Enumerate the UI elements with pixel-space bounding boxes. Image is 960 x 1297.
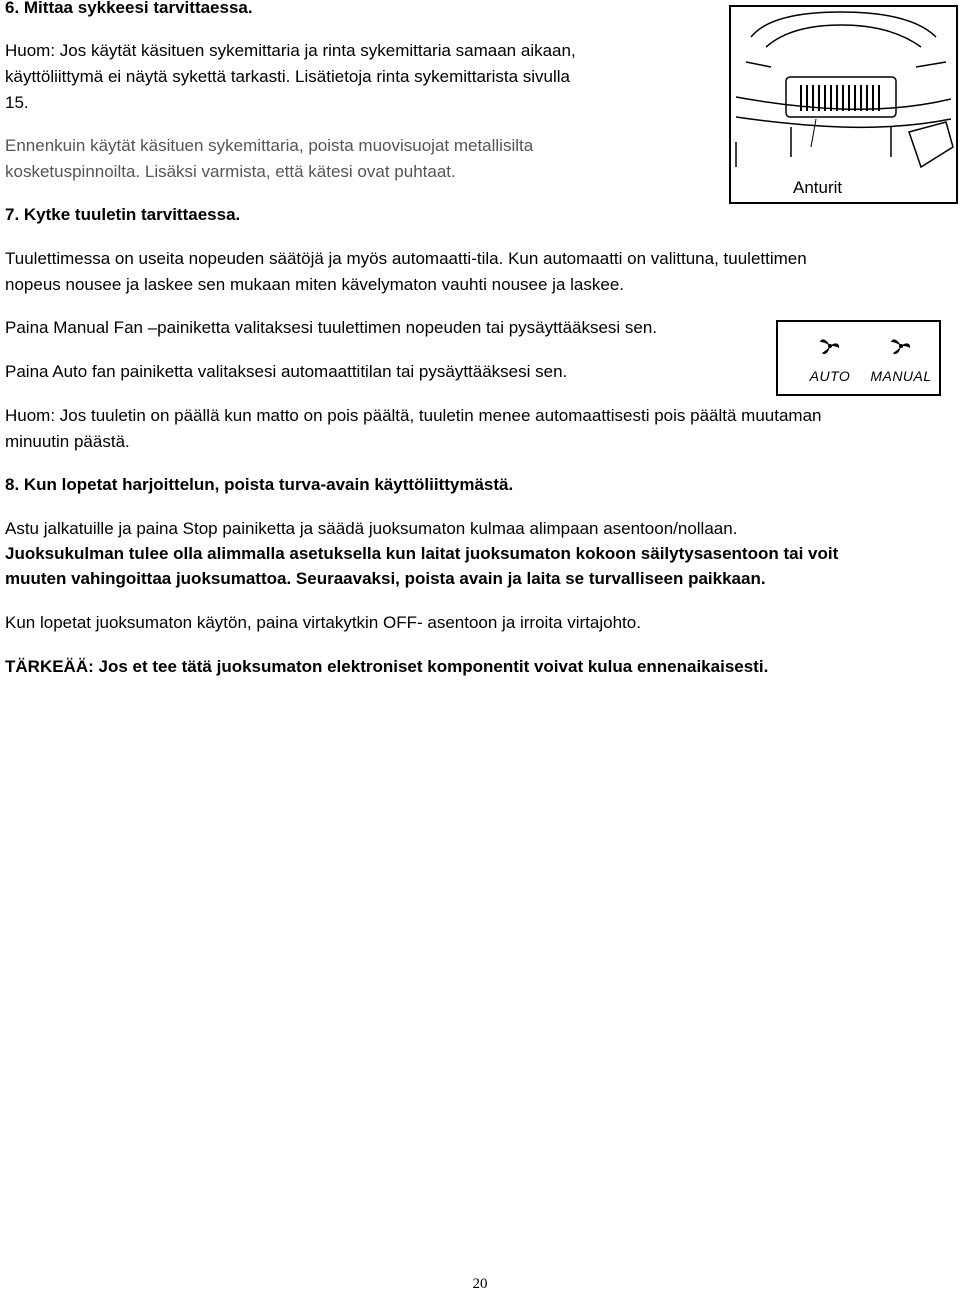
section7-note-line1: Huom: Jos tuuletin on päällä kun matto on pois päältä, tuuletin menee automaattisesti pois päältä muutaman: [5, 406, 822, 425]
section6-tip-line1: Ennenkuin käytät käsituen sykemittaria, poista muovisuojat metallisilta: [5, 136, 534, 155]
section8-bold-line1: Juoksukulman tulee olla alimmalla asetuksella kun laitat juoksumaton kokoon säilytysasentoon tai voit: [5, 544, 839, 563]
fan-icon: [888, 334, 914, 358]
section7-p1: [5, 246, 807, 272]
section7-p4: Paina Auto fan painiketta valitaksesi automaattitilan tai pysäyttääksesi sen.: [5, 362, 568, 381]
auto-label: AUTO: [809, 368, 851, 384]
section6-heading: 6. Mittaa sykkeesi tarvittaessa.: [5, 0, 253, 17]
section8-heading: 8. Kun lopetat harjoittelun, poista turva-avain käyttöliittymästä.: [5, 475, 514, 494]
section8-p2: Kun lopetat juoksumaton käytön, paina virtakytkin OFF- asentoon ja irroita virtajohto.: [5, 613, 641, 632]
sensor-figure: [729, 5, 958, 204]
section7-note-line2: minuutin päästä.: [5, 432, 130, 451]
fan-buttons-figure: [776, 320, 941, 396]
section6-note-line1: Huom: Jos käytät käsituen sykemittaria ja rinta sykemittaria samaan aikaan,: [5, 41, 576, 60]
section8-bold-line2: muuten vahingoittaa juoksumattoa. Seuraavaksi, poista avain ja laita se turvalliseen paikkaan.: [5, 569, 766, 588]
auto-fan-button: [806, 334, 854, 384]
sensor-caption: Anturit: [793, 178, 843, 197]
manual-fan-button: [870, 334, 932, 384]
section7-p2-line1: Kun automaatti on valittuna, tuulettimen: [508, 249, 807, 268]
handlebar-sensor-illustration: [731, 7, 956, 202]
section6-tip-line2: kosketuspinnoilta. Lisäksi varmista, että kätesi ovat puhtaat.: [5, 162, 456, 181]
section7-heading: 7. Kytke tuuletin tarvittaessa.: [5, 205, 241, 224]
fan-icon: [817, 334, 843, 358]
section7-p2-line2: nopeus nousee ja laskee sen mukaan miten kävelymaton vauhti nousee ja laskee.: [5, 275, 624, 294]
section7-p1-text: Tuulettimessa on useita nopeuden säätöjä ja myös automaatti-tila.: [5, 249, 504, 268]
section8-important: TÄRKEÄÄ: Jos et tee tätä juoksumaton elektroniset komponentit voivat kulua ennenaikaisesti.: [5, 657, 769, 676]
section6-note-line2: käyttöliittymä ei näytä sykettä tarkasti. Lisätietoja rinta sykemittarista sivulla: [5, 67, 570, 86]
manual-label: MANUAL: [870, 368, 932, 384]
section6-note-line3: 15.: [5, 93, 29, 112]
section8-p1: Astu jalkatuille ja paina Stop painiketta ja säädä juoksumaton kulmaa alimpaan asentoon/nollaan.: [5, 519, 738, 538]
page-number: 20: [472, 1276, 488, 1292]
section7-p3: Paina Manual Fan –painiketta valitaksesi tuulettimen nopeuden tai pysäyttääksesi sen.: [5, 318, 658, 337]
